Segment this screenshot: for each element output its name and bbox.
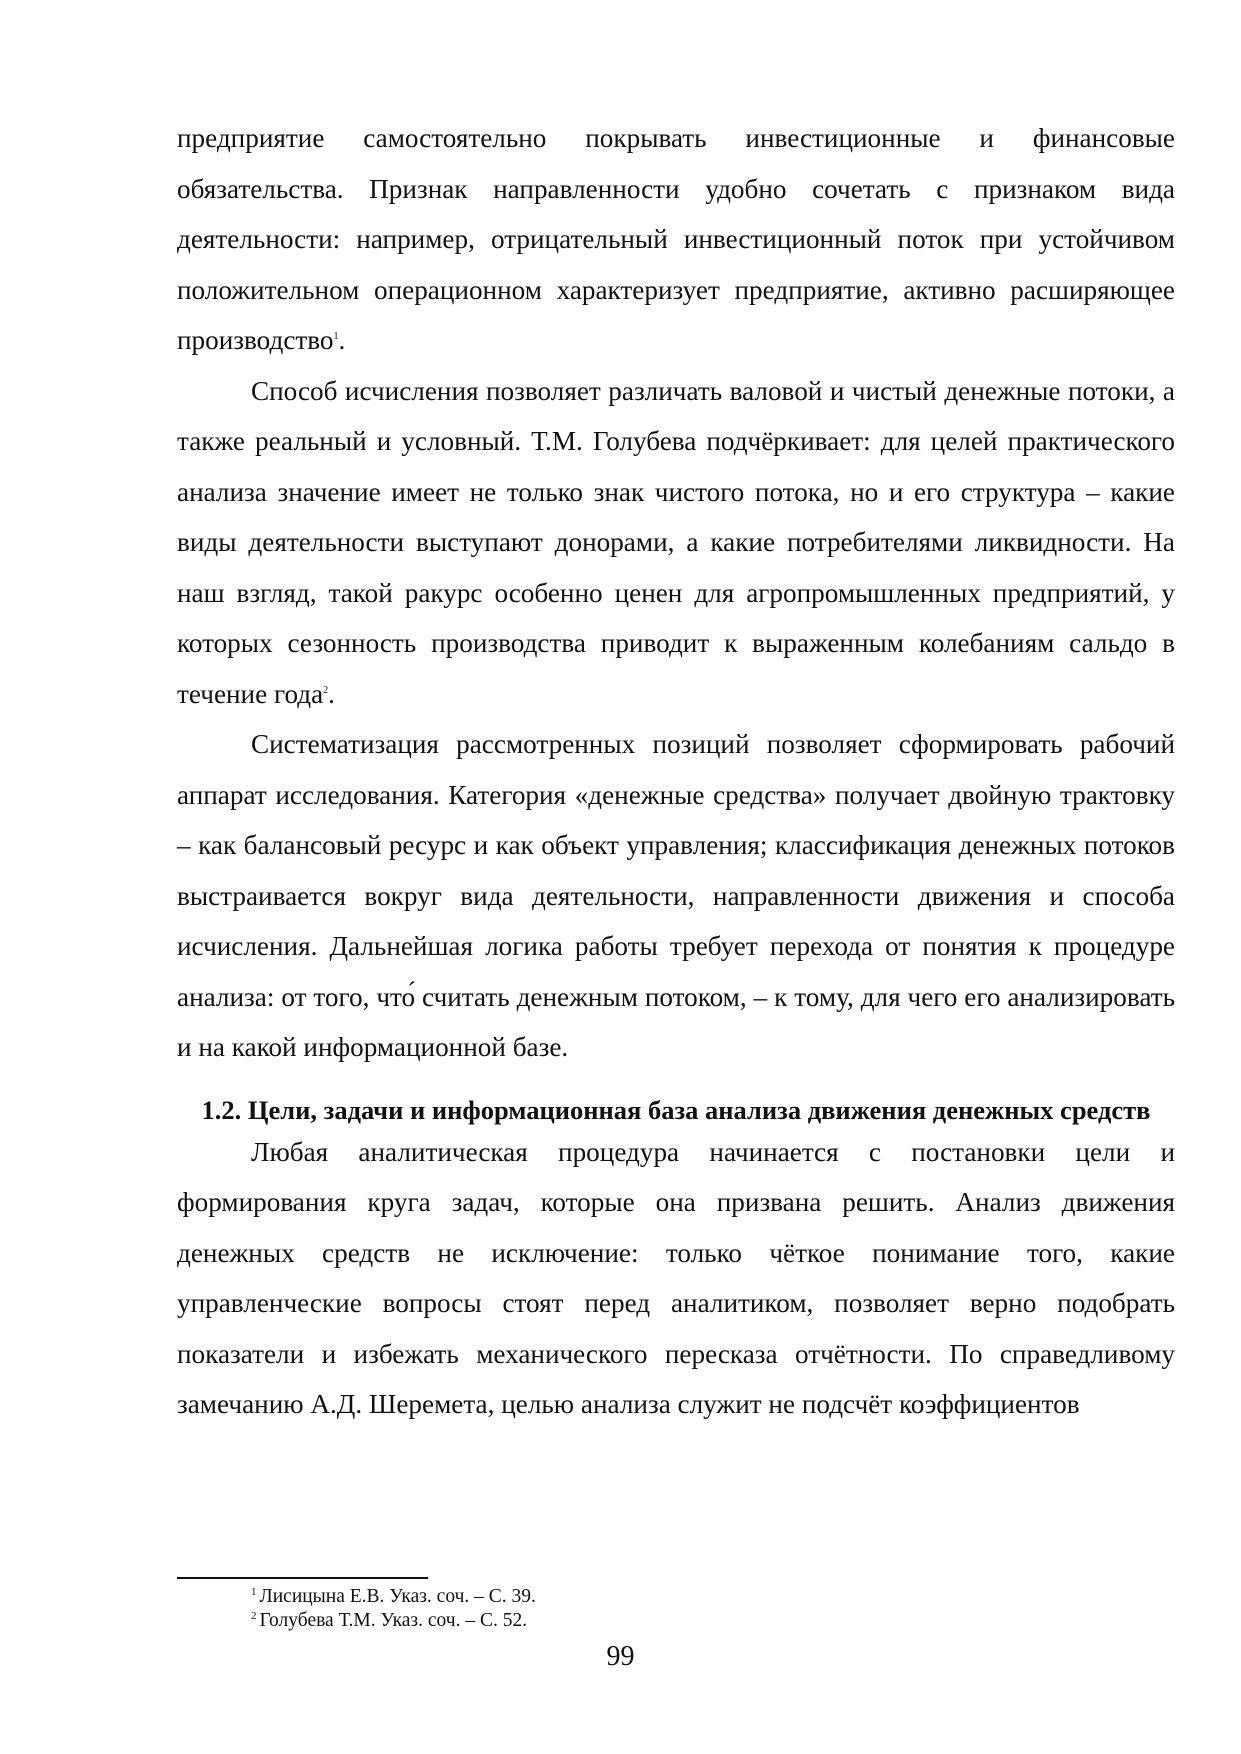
footnote-2	[251, 1609, 1175, 1633]
paragraph-1-tail: .	[338, 325, 346, 355]
footnote-1-text: Лисицына Е.В. Указ. соч. – С. 39.	[259, 1586, 536, 1607]
footnotes-area	[177, 1577, 1175, 1633]
footnote-1	[251, 1585, 1175, 1609]
section-heading: 1.2. Цели, задачи и информационная база анализа движения денежных средств	[201, 1094, 1151, 1125]
page-number: 99	[606, 1641, 635, 1672]
footnote-ref-1[interactable]: 1	[333, 331, 339, 342]
paragraph-2-text: Способ исчисления позволяет различать валовой и чистый денежные потоки, а также реальный и условный. Т.М. Голубева подчёркивает: для целей практического анализа значение имеет не только знак чистого потока, но и его структура – какие виды деятельности выступают донорами, а какие потребителями ликвидности. На наш взгляд, такой ракурс особенно ценен для агропромышленных предприятий, у которых сезонность производства приводит к выраженным колебаниям сальдо в течение года	[177, 375, 1175, 709]
paragraph-3: Систематизация рассмотренных позиций позволяет сформировать рабочий аппарат исследования. Категория «денежные средства» получает двойную трактовку – как балансовый ресурс и как объект управления; классификация денежных потоков выстраивается вокруг вида деятельности, направленности движения и способа исчисления. Дальнейшая логика работы требует перехода от понятия к процедуре анализа: от того, что́ считать денежным потоком, – к тому, для чего его анализировать и на какой информационной базе.	[177, 729, 1175, 1062]
footnote-2-text: Голубева Т.М. Указ. соч. – С. 52.	[259, 1610, 528, 1631]
footnote-ref-2[interactable]: 2	[323, 684, 329, 696]
footnote-1-number: 1	[251, 1586, 257, 1598]
paragraph-1	[177, 113, 1175, 366]
paragraph-1-text: предприятие самостоятельно покрывать инвестиционные и финансовые обязательства. Признак направленности удобно сочетать с признаком вида деятельности: например, отрицательный инвестиционный поток при устойчивом положительном операционном характеризует предприятие, активно расширяющее производство	[177, 123, 1175, 355]
footnote-separator	[177, 1577, 428, 1579]
page-body	[177, 113, 1175, 1430]
footnote-2-number: 2	[251, 1610, 257, 1622]
paragraph-2-tail: .	[328, 678, 335, 709]
paragraph-2	[177, 366, 1175, 720]
paragraph-4: Любая аналитическая процедура начинается с постановки цели и формирования круга задач, которые она призвана решить. Анализ движения денежных средств не исключение: только чёткое понимание того, какие управленческие вопросы стоят перед аналитиком, позволяет верно подобрать показатели и избежать механического пересказа отчётности. По справедливому замечанию А.Д. Шеремета, целью анализа служит не подсчёт коэффициентов	[177, 1136, 1175, 1419]
